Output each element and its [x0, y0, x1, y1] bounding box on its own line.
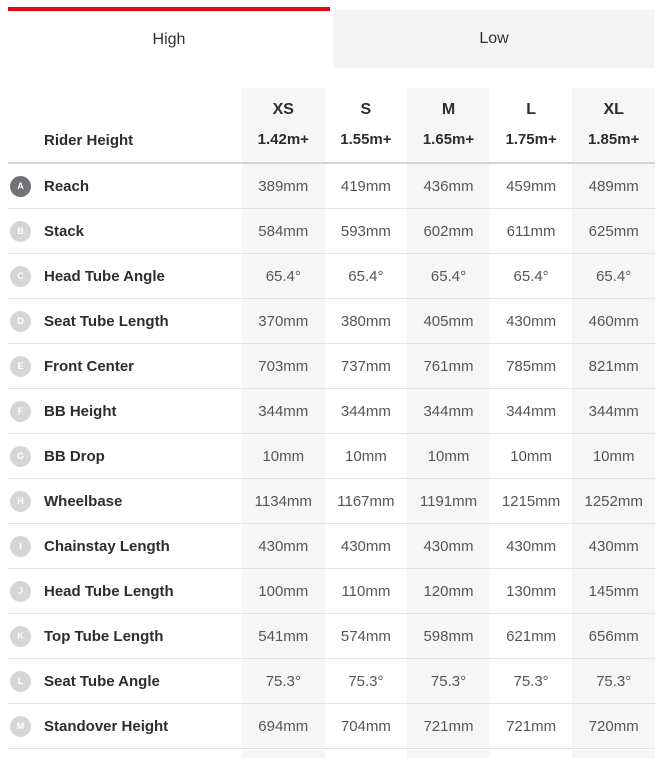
measurement-value: 430mm: [407, 524, 490, 568]
partial-row-cell: [325, 750, 408, 758]
measurement-value: 10mm: [510, 447, 552, 465]
tab-label: High: [152, 30, 186, 48]
measurement-value: 656mm: [572, 614, 655, 658]
measurement-label: Reach: [44, 177, 90, 195]
measurement-key-badge[interactable]: B: [10, 221, 31, 242]
measurement-value: 541mm: [242, 614, 325, 658]
measurement-value: 110mm: [341, 582, 391, 600]
measurement-label-cell: [8, 524, 242, 568]
measurement-value: 721mm: [506, 717, 557, 735]
partial-row-cell: [407, 750, 490, 758]
measurement-value: 344mm: [242, 389, 325, 433]
measurement-label-cell: [8, 659, 242, 703]
measurement-value: 821mm: [572, 344, 655, 388]
measurement-value: 704mm: [340, 717, 391, 735]
measurement-value: 65.4°: [407, 254, 490, 298]
measurement-value: 430mm: [242, 524, 325, 568]
measurement-value: 65.4°: [513, 267, 549, 285]
rider-height-label: Rider Height: [44, 132, 134, 149]
geometry-mode-tabs: [8, 7, 655, 68]
size-column-header-xl: [572, 88, 655, 162]
table-row[interactable]: [8, 299, 655, 344]
size-name: M: [441, 101, 456, 118]
measurement-label: BB Drop: [44, 447, 105, 465]
tab-low[interactable]: [333, 10, 655, 68]
measurement-value: 10mm: [572, 434, 655, 478]
table-row[interactable]: [8, 344, 655, 389]
measurement-value: 430mm: [506, 312, 557, 330]
tab-label: Low: [479, 30, 509, 47]
size-name: L: [526, 101, 536, 118]
table-partial-row: [8, 749, 655, 758]
measurement-value: 344mm: [407, 389, 490, 433]
measurement-label: Seat Tube Length: [44, 312, 169, 330]
measurement-value: 720mm: [572, 704, 655, 748]
measurement-value: 75.3°: [348, 672, 384, 690]
size-column-header-s: [325, 88, 408, 162]
table-row[interactable]: [8, 704, 655, 749]
measurement-value: 1134mm: [242, 479, 325, 523]
measurement-value: 761mm: [407, 344, 490, 388]
rider-height-value: 1.85m+: [588, 131, 640, 148]
table-body: [8, 164, 655, 749]
partial-row-cell: [242, 750, 325, 758]
measurement-key-badge[interactable]: D: [10, 311, 31, 332]
measurement-value: 405mm: [407, 299, 490, 343]
rider-height-value: 1.65m+: [422, 131, 475, 148]
measurement-value: 611mm: [506, 222, 556, 240]
measurement-value: 436mm: [407, 164, 490, 208]
measurement-label: Standover Height: [44, 717, 169, 735]
measurement-label: Seat Tube Angle: [44, 672, 160, 690]
measurement-value: 65.4°: [242, 254, 325, 298]
measurement-value: 75.3°: [407, 659, 490, 703]
measurement-value: 430mm: [340, 537, 391, 555]
measurement-value: 785mm: [506, 357, 557, 375]
measurement-value: 598mm: [407, 614, 490, 658]
geometry-table: [8, 88, 655, 758]
measurement-value: 1252mm: [572, 479, 655, 523]
table-row[interactable]: [8, 479, 655, 524]
measurement-label-cell: [8, 164, 242, 208]
measurement-value: 460mm: [572, 299, 655, 343]
table-row[interactable]: [8, 254, 655, 299]
measurement-label: Head Tube Length: [44, 582, 174, 600]
measurement-value: 574mm: [340, 627, 391, 645]
rider-height-value: 1.75m+: [505, 131, 557, 148]
size-name: S: [360, 101, 372, 118]
measurement-value: 344mm: [340, 402, 391, 420]
measurement-key-badge[interactable]: L: [10, 671, 31, 692]
measurement-value: 721mm: [407, 704, 490, 748]
measurement-value: 380mm: [340, 312, 391, 330]
table-row[interactable]: [8, 569, 655, 614]
measurement-label: Chainstay Length: [44, 537, 170, 555]
measurement-label-cell: [8, 479, 242, 523]
measurement-label-cell: [8, 569, 242, 613]
measurement-label: Head Tube Angle: [44, 267, 165, 285]
size-column-header-xs: [242, 88, 325, 162]
table-row[interactable]: [8, 164, 655, 209]
measurement-value: 344mm: [572, 389, 655, 433]
measurement-label-cell: [8, 704, 242, 748]
measurement-value: 459mm: [506, 177, 557, 195]
measurement-key-badge[interactable]: I: [10, 536, 31, 557]
measurement-value: 65.4°: [572, 254, 655, 298]
partial-row-cell: [572, 750, 655, 758]
table-row[interactable]: [8, 524, 655, 569]
measurement-value: 584mm: [242, 209, 325, 253]
measurement-key-badge[interactable]: E: [10, 356, 31, 377]
measurement-key-badge[interactable]: G: [10, 446, 31, 467]
measurement-value: 737mm: [340, 357, 391, 375]
table-row[interactable]: [8, 659, 655, 704]
geometry-widget: [0, 7, 670, 758]
measurement-value: 370mm: [242, 299, 325, 343]
measurement-value: 10mm: [242, 434, 325, 478]
measurement-label: Wheelbase: [44, 492, 123, 510]
measurement-label: Front Center: [44, 357, 134, 375]
table-header-row: [8, 88, 655, 164]
measurement-label: BB Height: [44, 402, 117, 420]
partial-row-cell: [490, 750, 573, 758]
measurement-value: 621mm: [506, 627, 557, 645]
measurement-value: 65.4°: [348, 267, 384, 285]
measurement-value: 100mm: [242, 569, 325, 613]
measurement-value: 602mm: [407, 209, 490, 253]
measurement-label-cell: [8, 614, 242, 658]
measurement-value: 1167mm: [337, 492, 395, 510]
measurement-value: 75.3°: [513, 672, 549, 690]
table-row[interactable]: [8, 614, 655, 659]
measurement-value: 694mm: [242, 704, 325, 748]
table-row[interactable]: [8, 434, 655, 479]
table-row[interactable]: [8, 209, 655, 254]
measurement-value: 10mm: [345, 447, 387, 465]
measurement-label-cell: [8, 209, 242, 253]
measurement-value: 593mm: [340, 222, 391, 240]
measurement-key-badge[interactable]: K: [10, 626, 31, 647]
measurement-value: 419mm: [340, 177, 391, 195]
measurement-label-cell: [8, 434, 242, 478]
rider-height-value: 1.42m+: [257, 131, 309, 148]
partial-row-spacer: [8, 750, 242, 758]
measurement-value: 344mm: [506, 402, 557, 420]
size-column-header-l: [490, 88, 573, 162]
measurement-key-badge[interactable]: J: [10, 581, 31, 602]
measurement-label-cell: [8, 299, 242, 343]
size-column-header-m: [407, 88, 490, 162]
measurement-value: 145mm: [572, 569, 655, 613]
measurement-value: 75.3°: [572, 659, 655, 703]
measurement-label: Top Tube Length: [44, 627, 164, 645]
measurement-value: 10mm: [407, 434, 490, 478]
measurement-value: 1215mm: [501, 492, 561, 510]
measurement-value: 489mm: [572, 164, 655, 208]
measurement-value: 120mm: [407, 569, 490, 613]
measurement-key-badge[interactable]: M: [10, 716, 31, 737]
measurement-value: 430mm: [572, 524, 655, 568]
measurement-value: 389mm: [242, 164, 325, 208]
size-name: XS: [272, 101, 294, 118]
measurement-value: 75.3°: [242, 659, 325, 703]
measurement-label: Stack: [44, 222, 85, 240]
measurement-value: 1191mm: [407, 479, 490, 523]
measurement-label-cell: [8, 254, 242, 298]
measurement-key-badge[interactable]: F: [10, 401, 31, 422]
measurement-label-cell: [8, 344, 242, 388]
tab-high[interactable]: [8, 7, 330, 68]
table-row[interactable]: [8, 389, 655, 434]
measurement-value: 703mm: [242, 344, 325, 388]
measurement-key-badge[interactable]: H: [10, 491, 31, 512]
measurement-value: 625mm: [572, 209, 655, 253]
rider-height-header-cell: [8, 88, 242, 162]
rider-height-value: 1.55m+: [340, 131, 392, 148]
measurement-value: 430mm: [506, 537, 557, 555]
measurement-key-badge[interactable]: C: [10, 266, 31, 287]
size-name: XL: [603, 101, 624, 118]
measurement-value: 130mm: [506, 582, 557, 600]
measurement-label-cell: [8, 389, 242, 433]
measurement-key-badge[interactable]: A: [10, 176, 31, 197]
